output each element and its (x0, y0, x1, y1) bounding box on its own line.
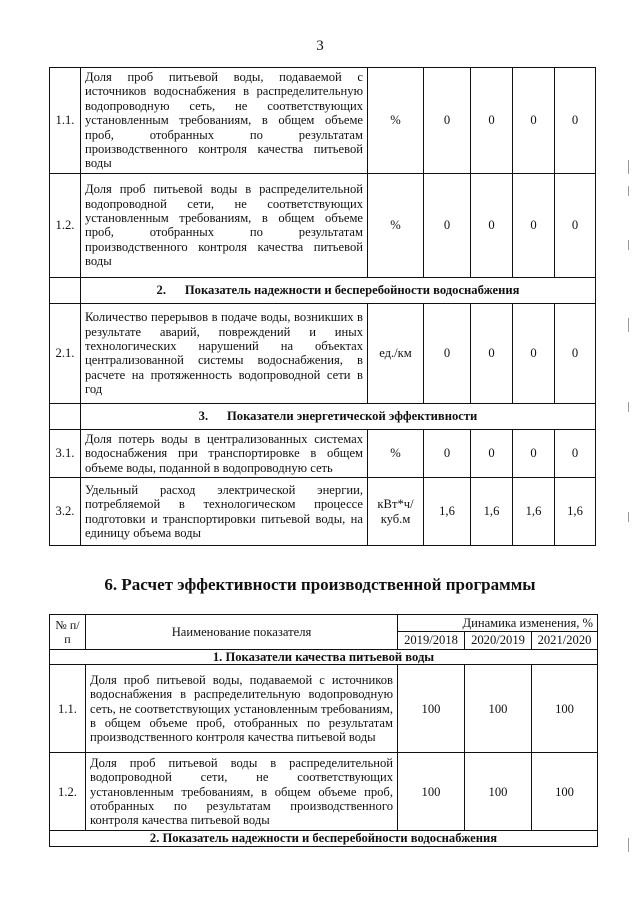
table-row (50, 665, 598, 753)
section-label: 3. Показатели энергетической эффективности (81, 403, 596, 429)
table-row (50, 303, 596, 403)
indicator-name: Доля проб питьевой воды, подаваемой с источников водоснабжения в распределительную водопроводную сеть, не соответствующих установленным требованиям, в общем объеме проб, отобранных по результатам производственного контроля качества питьевой воды (81, 68, 368, 174)
section-row (50, 277, 596, 303)
section-label: 2. Показатель надежности и бесперебойности водоснабжения (50, 831, 598, 846)
value-cell: 0 (424, 303, 471, 403)
value-cell: 1,6 (513, 478, 555, 546)
value-cell: 0 (555, 173, 596, 277)
scan-margin-mark (628, 186, 629, 196)
value-cell: 0 (471, 303, 513, 403)
indicators-table (49, 67, 596, 546)
value-cell: 100 (532, 665, 598, 753)
value-cell: 0 (513, 303, 555, 403)
table-row (50, 68, 596, 174)
value-cell: 0 (424, 68, 471, 174)
row-number: 1.2. (50, 173, 81, 277)
scan-margin-mark (628, 512, 629, 522)
efficiency-table (49, 614, 598, 847)
value-cell: 0 (555, 429, 596, 477)
section-label: 2. Показатель надежности и бесперебойности водоснабжения (81, 277, 596, 303)
row-number: 1.1. (50, 68, 81, 174)
unit-cell: % (368, 68, 424, 174)
value-cell: 0 (471, 173, 513, 277)
row-number: 3.2. (50, 478, 81, 546)
unit-cell: % (368, 173, 424, 277)
value-cell: 0 (513, 173, 555, 277)
unit-cell: ед./км (368, 303, 424, 403)
value-cell: 0 (555, 303, 596, 403)
table-row (50, 429, 596, 477)
section-row (50, 403, 596, 429)
value-cell: 0 (424, 173, 471, 277)
table-row (50, 173, 596, 277)
header-year: 2020/2019 (465, 632, 532, 649)
value-cell: 1,6 (555, 478, 596, 546)
value-cell: 0 (471, 68, 513, 174)
value-cell: 1,6 (424, 478, 471, 546)
value-cell: 1,6 (471, 478, 513, 546)
value-cell: 0 (555, 68, 596, 174)
scan-margin-mark (628, 838, 629, 852)
indicator-name: Доля проб питьевой воды в распределительной водопроводной сети, не соответствующих установленным требованиям, в общем объеме проб, отобранных по результатам производственного контроля качества питьевой воды (86, 753, 398, 831)
header-num: № п/п (50, 615, 86, 650)
value-cell: 0 (471, 429, 513, 477)
value-cell: 100 (398, 753, 465, 831)
section-title: 6. Расчет эффективности производственной программы (104, 575, 536, 594)
indicator-name: Доля потерь воды в централизованных системах водоснабжения при транспортировке в общем объеме воды, поданной в водопроводную сеть (81, 429, 368, 477)
value-cell: 100 (465, 665, 532, 753)
indicator-name: Удельный расход электрической энергии, потребляемой в технологическом процессе подготовки и транспортировки питьевой воды, на единицу объема воды (81, 478, 368, 546)
section-row (50, 649, 598, 664)
unit-cell: кВт*ч/ куб.м (368, 478, 424, 546)
scan-margin-mark (628, 402, 629, 412)
scan-margin-mark (628, 240, 629, 250)
header-name: Наименование показателя (86, 615, 398, 650)
section-row (50, 831, 598, 846)
header-year: 2021/2020 (532, 632, 598, 649)
value-cell: 100 (465, 753, 532, 831)
section-label: 1. Показатели качества питьевой воды (50, 649, 598, 664)
header-dynamics: Динамика изменения, % (398, 615, 598, 632)
page-number: 3 (316, 38, 324, 54)
indicator-name: Доля проб питьевой воды, подаваемой с источников водоснабжения в распределительную водопроводную сеть, не соответствующих установленным требованиям, в общем объеме проб, отобранных по результатам производственного контроля качества питьевой воды (86, 665, 398, 753)
indicator-name: Количество перерывов в подаче воды, возникших в результате аварий, повреждений и иных технологических нарушений на объектах централизованной системы водоснабжения, в расчете на протяженность водопроводной сети в год (81, 303, 368, 403)
unit-cell: % (368, 429, 424, 477)
row-number: 1.1. (50, 665, 86, 753)
row-number: 2.1. (50, 303, 81, 403)
table-row (50, 478, 596, 546)
value-cell: 100 (398, 665, 465, 753)
row-number: 1.2. (50, 753, 86, 831)
table-row (50, 753, 598, 831)
row-number: 3.1. (50, 429, 81, 477)
value-cell: 0 (513, 68, 555, 174)
value-cell: 100 (532, 753, 598, 831)
value-cell: 0 (513, 429, 555, 477)
scan-margin-mark (628, 160, 629, 174)
scan-margin-mark (628, 318, 629, 332)
header-year: 2019/2018 (398, 632, 465, 649)
value-cell: 0 (424, 429, 471, 477)
indicator-name: Доля проб питьевой воды в распределительной водопроводной сети, не соответствующих установленным требованиям, в общем объеме проб, отобранных по результатам производственного контроля качества питьевой воды (81, 173, 368, 277)
